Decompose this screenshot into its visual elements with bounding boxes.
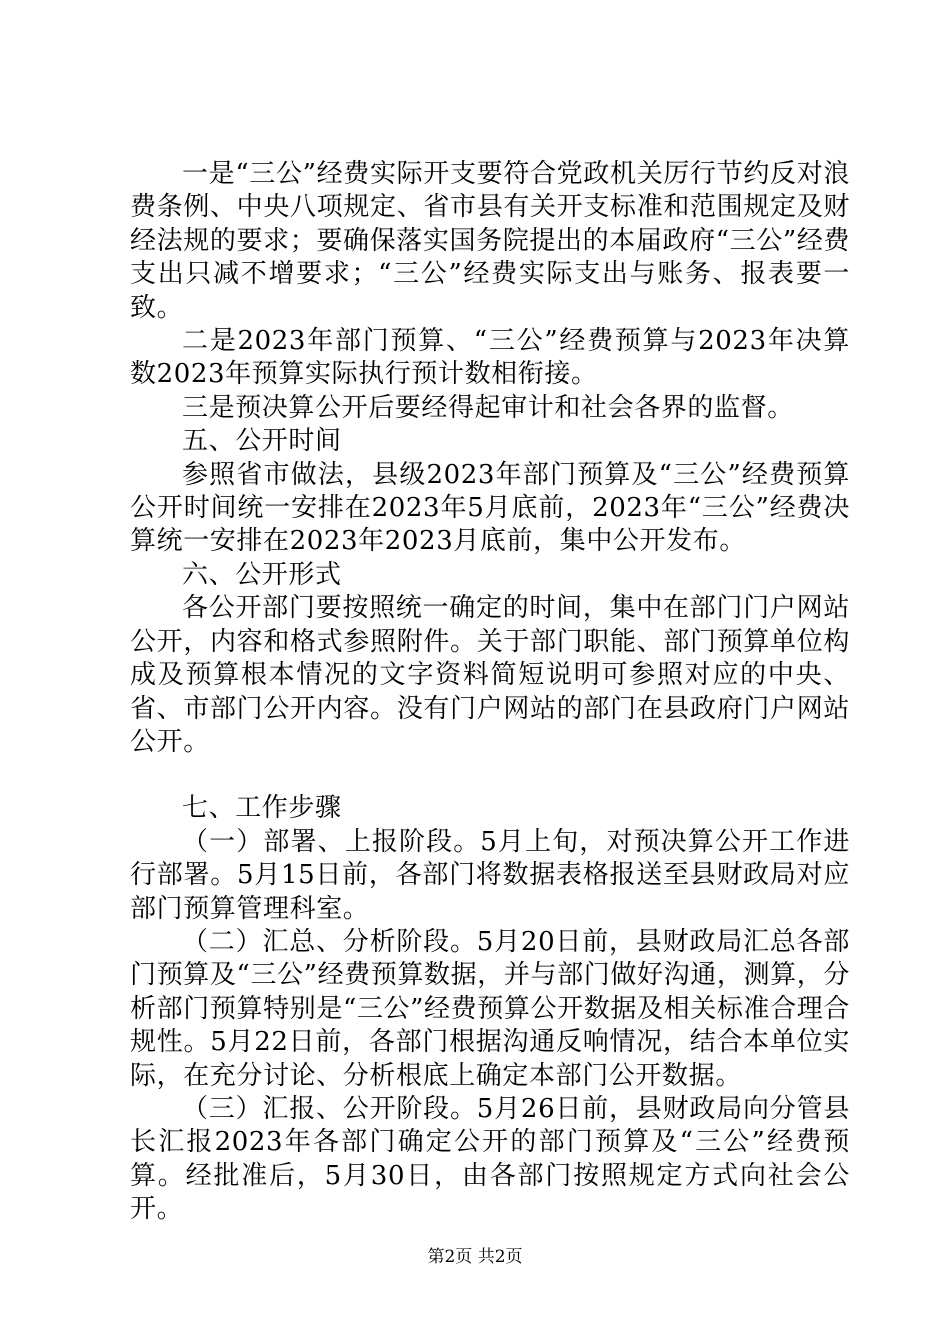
document-body <box>130 158 850 1227</box>
page-number: 第2页 共2页 <box>427 1247 523 1267</box>
section-heading-7: 七、工作步骤 <box>182 793 342 824</box>
paragraph-item-5: 参照省市做法，县级2023年部门预算及“三公”经费预算公开时间统一安排在2023年5月底前，2023年“三公”经费决算统一安排在2023年2023月底前，集中公开发布。 <box>130 459 850 557</box>
paragraph-item-10: （二）汇总、分析阶段。5月20日前，县财政局汇总各部门预算及“三公”经费预算数据，并与部门做好沟通，测算，分析部门预算特别是“三公”经费预算公开数据及相关标准合理合规性。5月22日前，各部门根据沟通反响情况，结合本单位实际，在充分讨论、分析根底上确定本部门公开数据。 <box>130 926 850 1091</box>
page-footer <box>0 1242 950 1267</box>
paragraph-item-1: 一是“三公”经费实际开支要符合党政机关厉行节约反对浪费条例、中央八项规定、省市县有关开支标准和范围规定及财经法规的要求；要确保落实国务院提出的本届政府“三公”经费支出只减不增要求；“三公”经费实际支出与账务、报表要一致。 <box>130 159 850 323</box>
paragraph-item-2: 二是2023年部门预算、“三公”经费预算与2023年决算数2023年预算实际执行预计数相衔接。 <box>130 326 850 390</box>
section-heading-6: 六、公开形式 <box>182 559 342 590</box>
paragraph-item-9: （一）部署、上报阶段。5月上旬，对预决算公开工作进行部署。5月15日前，各部门将数据表格报送至县财政局对应部门预算管理科室。 <box>130 826 850 924</box>
section-heading-5: 五、公开时间 <box>182 426 342 457</box>
paragraph-item-3: 三是预决算公开后要经得起审计和社会各界的监督。 <box>182 392 794 423</box>
paragraph-item-11: （三）汇报、公开阶段。5月26日前，县财政局向分管县长汇报2023年各部门确定公开的部门预算及“三公”经费预算。经批准后，5月30日，由各部门按照规定方式向社会公开。 <box>130 1093 850 1225</box>
paragraph-item-7: 各公开部门要按照统一确定的时间，集中在部门门户网站公开，内容和格式参照附件。关于部门职能、部门预算单位构成及预算根本情况的文字资料简短说明可参照对应的中央、省、市部门公开内容。没有门户网站的部门在县政府门户网站公开。 <box>130 593 850 757</box>
